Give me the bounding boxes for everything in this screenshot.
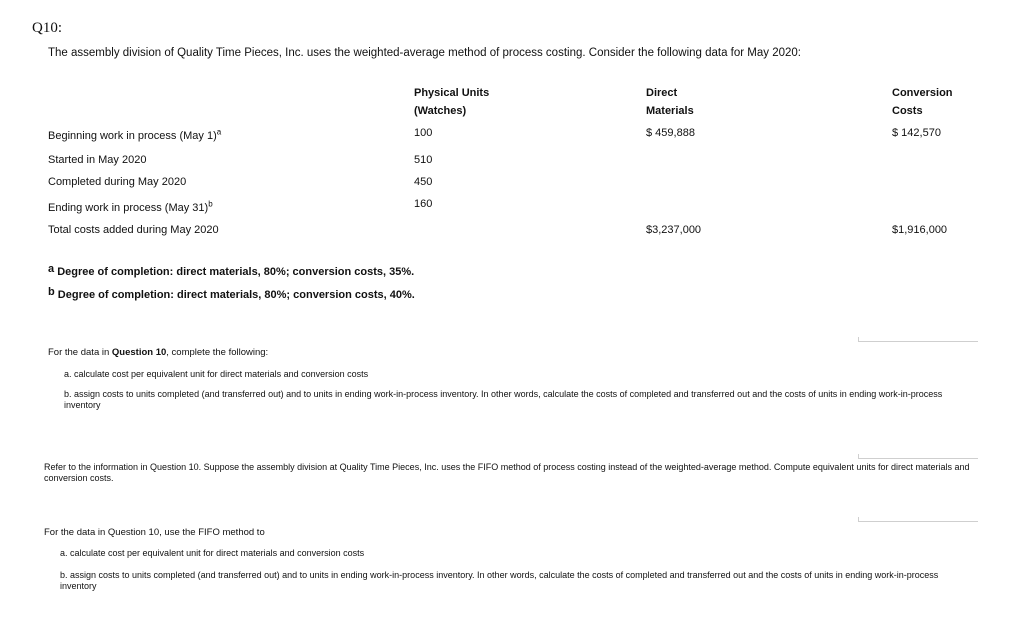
question-intro: The assembly division of Quality Time Pieces, Inc. uses the weighted-average method of process costing. Consider the following data for May 2020:	[48, 47, 801, 59]
answer-line	[858, 341, 978, 342]
row-label-ending-wip: Ending work in process (May 31)$^b$	[48, 199, 213, 214]
answer-line	[858, 521, 978, 522]
footnote-a: $^a$ Degree of completion: direct materials, 80%; conversion costs, 35%.	[48, 263, 415, 278]
row-units-ending-wip: 160	[414, 198, 433, 210]
row-units-started: 510	[414, 154, 433, 166]
row-units-beginning-wip: 100	[414, 127, 433, 139]
row-label-started: Started in May 2020	[48, 154, 147, 166]
row-cc-total-costs: $1,916,000	[892, 224, 948, 236]
answer-line	[858, 458, 978, 459]
part3-intro: For the data in Question 10, use the FIFO method to	[44, 527, 265, 538]
row-label-completed: Completed during May 2020	[48, 176, 187, 188]
row-dm-beginning-wip: $ 459,888	[646, 127, 695, 139]
part1-item-b: b. assign costs to units completed (and transferred out) and to units in ending work-in-process inventory. In other words, calculate the costs of completed and transferred out and the costs of units in ending work-in-process inventory	[64, 389, 943, 410]
row-dm-total-costs: $3,237,000	[646, 224, 702, 236]
row-label-total-costs: Total costs added during May 2020	[48, 224, 219, 236]
part3-item-b: b. assign costs to units completed (and transferred out) and to units in ending work-in-process inventory. In other words, calculate the costs of completed and transferred out and the costs of units in ending work-in-process inventory	[60, 570, 939, 591]
part1-intro: For the data in Question 10, complete the following:	[48, 347, 269, 358]
row-units-completed: 450	[414, 176, 433, 188]
part3-item-a: a. calculate cost per equivalent unit for direct materials and conversion costs	[60, 548, 365, 558]
part2-text: Refer to the information in Question 10. Suppose the assembly division at Quality Time Pieces, Inc. uses the FIFO method of process costing instead of the weighted-average method. Compute equivalent units for direct materials and conversion costs.	[44, 462, 970, 483]
header-conversion: Conversion	[892, 87, 953, 99]
header-physical-units: Physical Units	[414, 87, 490, 99]
row-cc-beginning-wip: $ 142,570	[892, 127, 941, 139]
part1-item-a: a. calculate cost per equivalent unit for direct materials and conversion costs	[64, 369, 369, 379]
footnote-mark-a: a	[216, 127, 222, 137]
header-materials: Materials	[646, 105, 694, 117]
header-direct: Direct	[646, 87, 678, 99]
footnote-b: $^b$ Degree of completion: direct materials, 80%; conversion costs, 40%.	[48, 286, 415, 301]
footnote-mark-b: b	[208, 199, 213, 209]
question-number: Q10:	[32, 20, 62, 36]
row-label-beginning-wip: Beginning work in process (May 1)$^a$	[48, 127, 222, 142]
header-watches: (Watches)	[414, 105, 467, 117]
header-costs: Costs	[892, 105, 923, 117]
